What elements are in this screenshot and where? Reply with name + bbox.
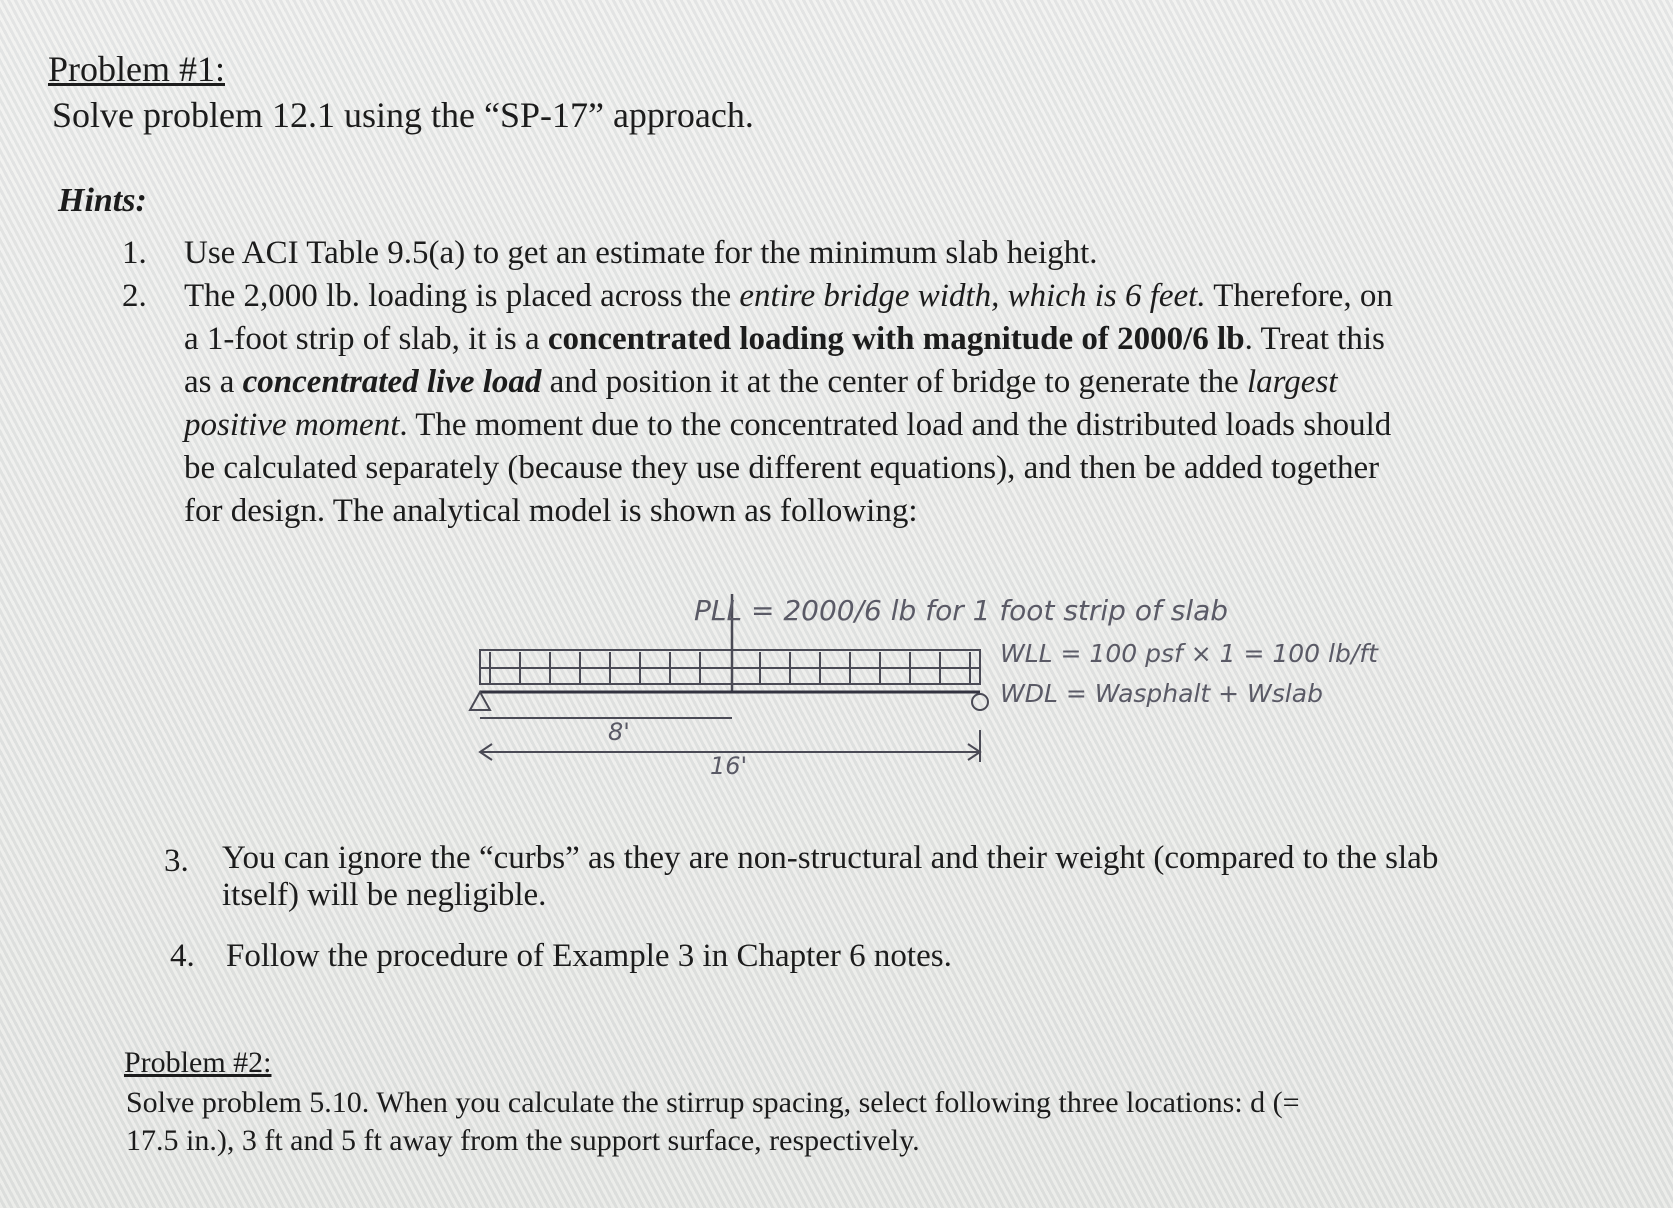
span-label: 16'	[710, 752, 748, 780]
half-span-label: 8'	[608, 718, 630, 746]
hint-text: Follow the procedure of Example 3 in Chapter 6 notes.	[226, 938, 952, 974]
live-load-label: WLL = 100 psf × 1 = 100 lb/ft	[1000, 639, 1378, 668]
hint-line: You can ignore the “curbs” as they are non-structural and their weight (compared to the slab	[222, 840, 1439, 876]
dead-load-label: WDL = Wasphalt + Wslab	[1000, 679, 1323, 708]
roller-support	[972, 694, 988, 710]
hint-line: as a concentrated live load and position it at the center of bridge to generate the largest	[184, 364, 1338, 400]
hint-text	[222, 840, 1622, 914]
hint-text	[184, 275, 1644, 533]
hint-line: a 1-foot strip of slab, it is a concentrated loading with magnitude of 2000/6 lb. Treat this	[184, 321, 1385, 357]
hint-text: Use ACI Table 9.5(a) to get an estimate for the minimum slab height.	[184, 235, 1098, 271]
hint-number: 2.	[122, 278, 147, 314]
hints-label: Hints:	[58, 182, 147, 219]
hint-line: The 2,000 lb. loading is placed across the entire bridge width, which is 6 feet. Therefore, on	[184, 278, 1393, 314]
hint-line: itself) will be negligible.	[222, 877, 547, 913]
problem2-line: Solve problem 5.10. When you calculate the stirrup spacing, select following three locations: d (=	[126, 1086, 1300, 1119]
pin-support	[470, 692, 490, 710]
analytical-model-sketch	[460, 580, 1420, 800]
hint-line: for design. The analytical model is shown as following:	[184, 493, 918, 529]
live-load-block	[480, 650, 980, 668]
hint-line: be calculated separately (because they use different equations), and then be added together	[184, 450, 1380, 486]
problem1-heading: Problem #1:	[48, 49, 225, 89]
problem2-heading: Problem #2:	[124, 1046, 272, 1079]
hint-line: positive moment. The moment due to the concentrated load and the distributed loads should	[184, 407, 1392, 443]
point-load-label: PLL = 2000/6 lb for 1 foot strip of slab	[694, 594, 1229, 627]
hint-number: 3.	[164, 843, 189, 879]
hint-number: 1.	[122, 235, 147, 271]
problem2-line: 17.5 in.), 3 ft and 5 ft away from the support surface, respectively.	[126, 1124, 920, 1157]
problem1-text: Solve problem 12.1 using the “SP-17” approach.	[52, 95, 754, 135]
hint-number: 4.	[170, 938, 195, 974]
problem2-text	[126, 1084, 1576, 1160]
dead-load-block	[480, 668, 980, 684]
